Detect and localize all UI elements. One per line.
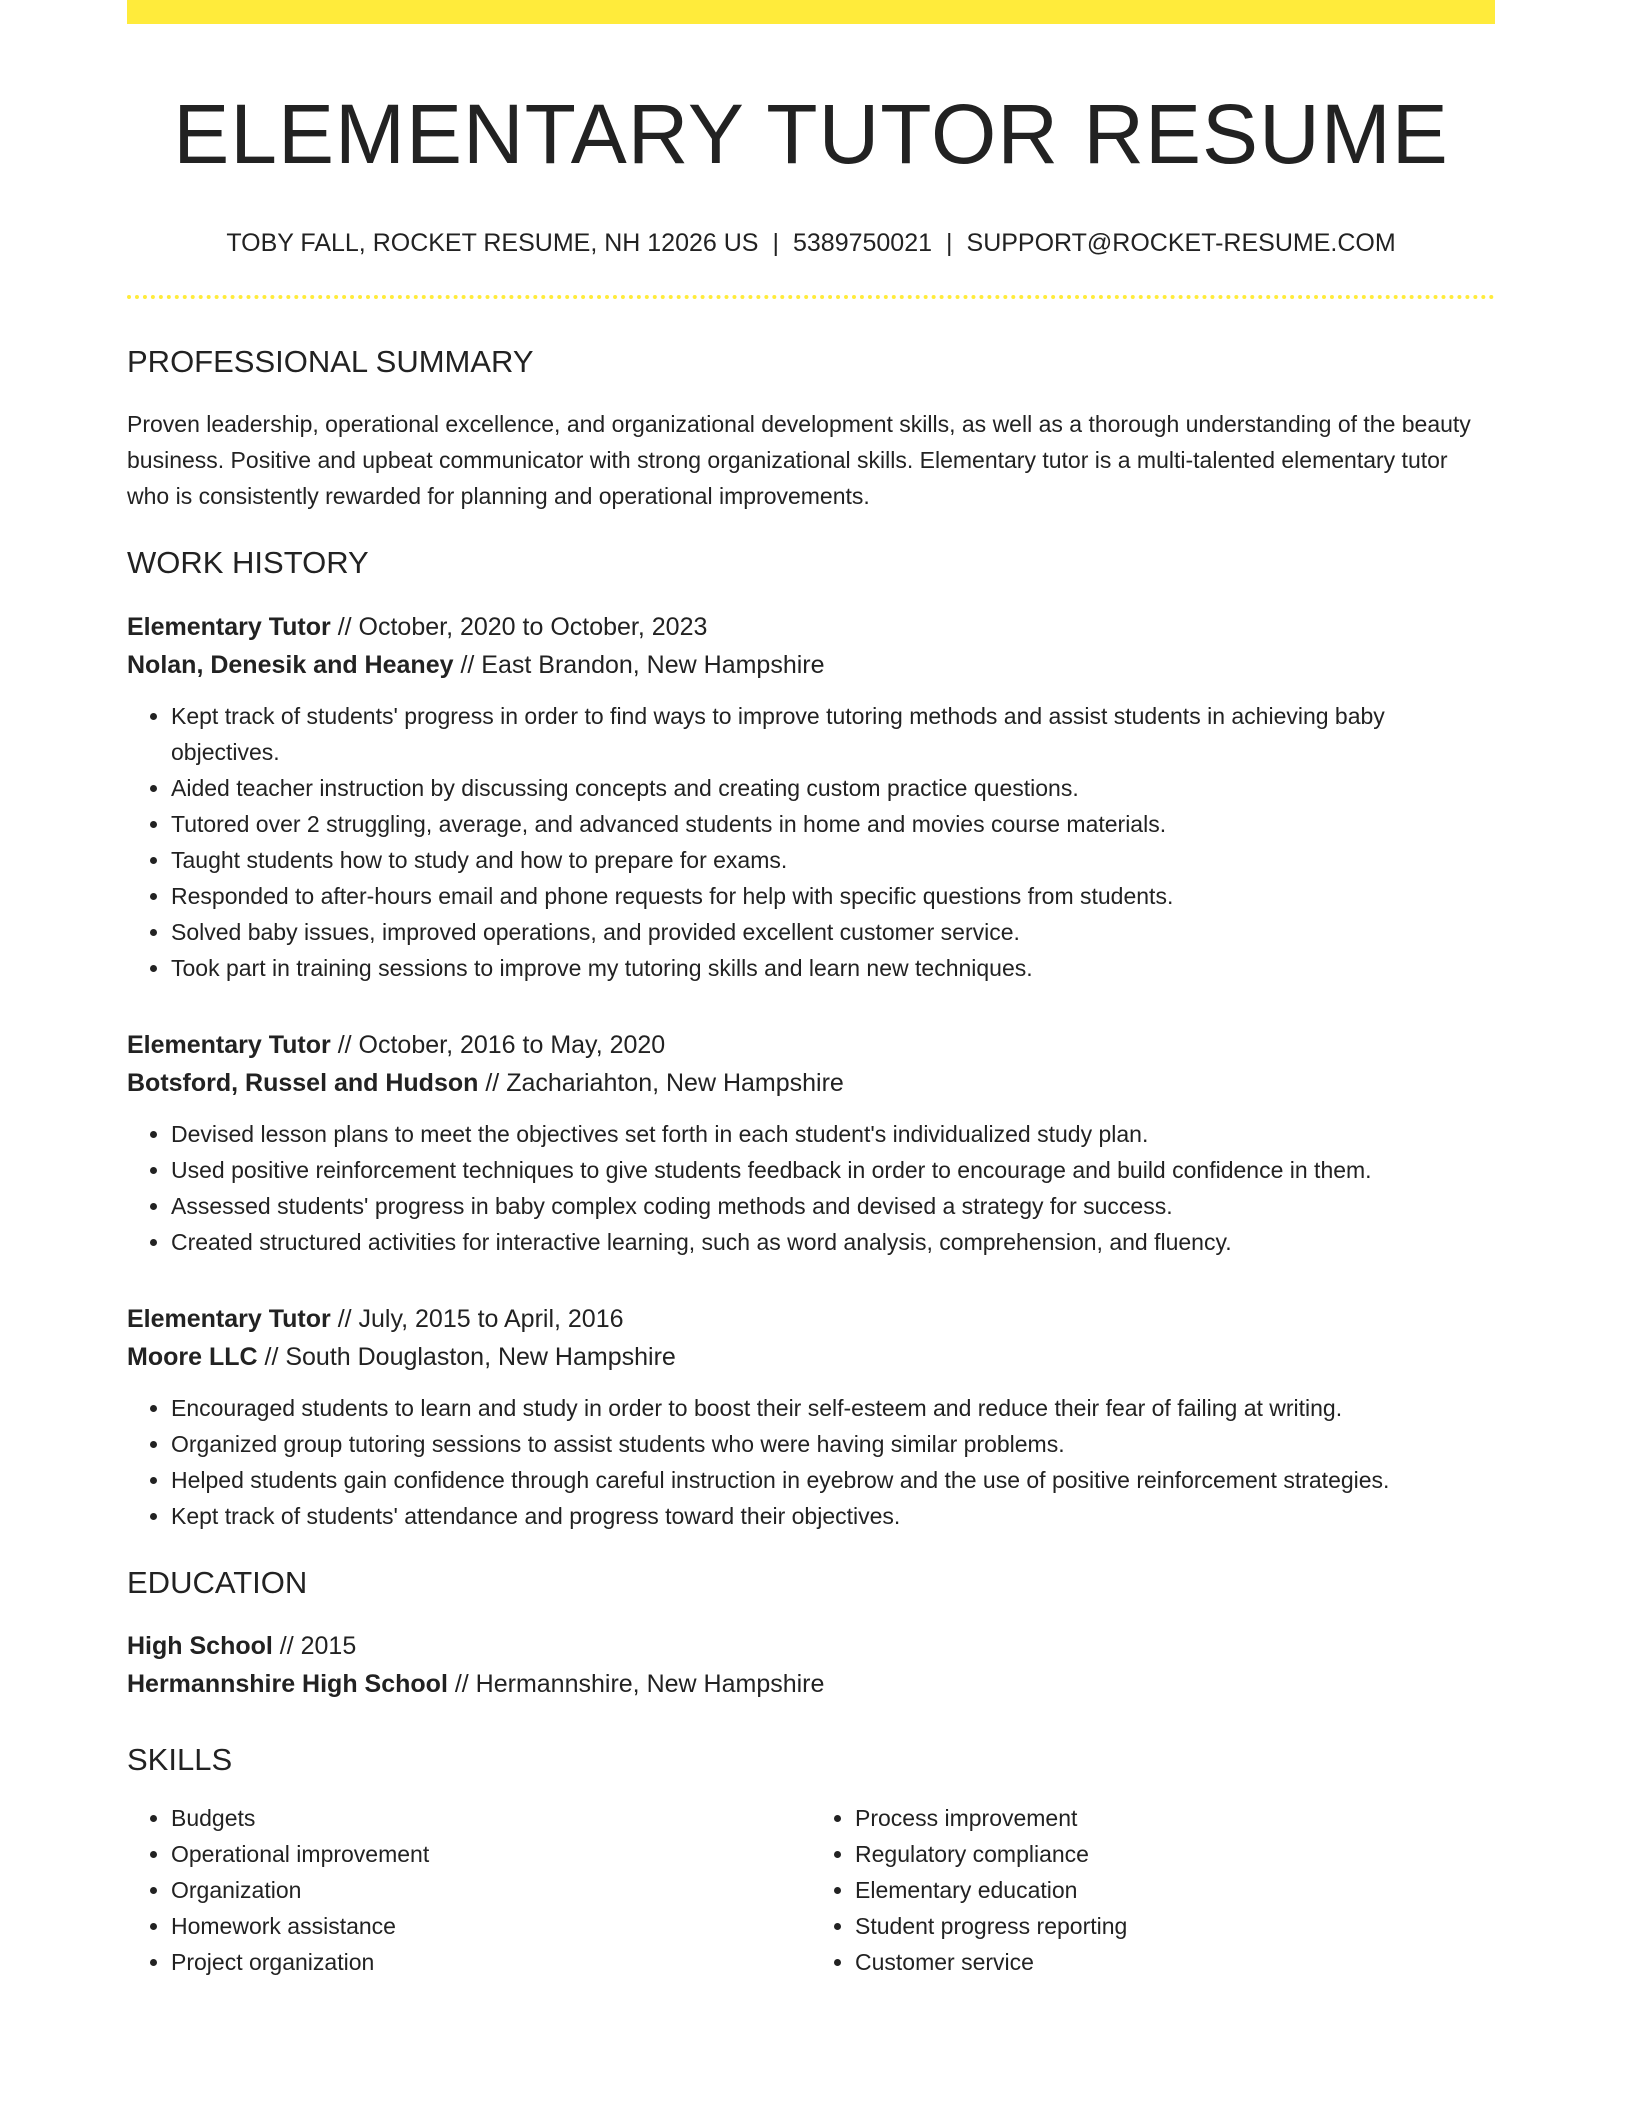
job-company-line [127,1338,1495,1376]
job-company-line [127,1064,1495,1102]
education-degree: High School [127,1631,273,1660]
dotted-divider [127,295,1495,299]
summary-text: Proven leadership, operational excellence, and organizational development skills, as well as a thorough understanding of the beauty business. Positive and upbeat communicator with strong organizational skills. Elementary tutor is a multi-talented elementary tutor who is consistently rewarded for planning and operational improvements. [127,411,1471,510]
skills-left-column [127,1800,811,1980]
education-year: // 2015 [272,1631,357,1660]
skill-item: • Operational improvement [171,1836,811,1872]
skill-item: • Elementary education [855,1872,1495,1908]
job-title-line [127,1026,1495,1064]
skills-columns [127,1800,1495,1980]
list-item: • Helped students gain confidence through careful instruction in eyebrow and the use of positive reinforcement strategies. [171,1462,1495,1498]
list-item: • Taught students how to study and how to prepare for exams. [171,842,1495,878]
list-item: • Created structured activities for interactive learning, such as word analysis, comprehension, and fluency. [171,1224,1495,1260]
job-location: // East Brandon, New Hampshire [453,650,825,679]
education-entry [127,1627,1495,1703]
summary-heading: PROFESSIONAL SUMMARY [127,344,534,380]
work-history-heading: WORK HISTORY [127,545,369,581]
accent-bar [127,0,1495,24]
job-entry [127,608,1495,986]
list-item: • Assessed students' progress in baby complex coding methods and devised a strategy for success. [171,1188,1495,1224]
job-title-line [127,1300,1495,1338]
list-item: • Responded to after-hours email and phone requests for help with specific questions from students. [171,878,1495,914]
education-school: Hermannshire High School [127,1669,448,1698]
list-item: • Solved baby issues, improved operations, and provided excellent customer service. [171,914,1495,950]
contact-line [127,227,1495,260]
skill-item: • Regulatory compliance [855,1836,1495,1872]
job-dates: // October, 2016 to May, 2020 [330,1030,666,1059]
education-heading: EDUCATION [127,1564,308,1600]
job-company-line [127,646,1495,684]
list-item: • Encouraged students to learn and study in order to boost their self-esteem and reduce their fear of failing at writing. [171,1390,1495,1426]
skill-item: • Organization [171,1872,811,1908]
skill-item: • Budgets [171,1800,811,1836]
contact-email: SUPPORT@ROCKET-RESUME.COM [966,228,1396,257]
skill-item: • Project organization [171,1944,811,1980]
contact-separator: | [772,228,779,257]
education-location: // Hermannshire, New Hampshire [447,1669,825,1698]
skill-item: • Process improvement [855,1800,1495,1836]
list-item: • Took part in training sessions to improve my tutoring skills and learn new techniques. [171,950,1495,986]
job-company: Moore LLC [127,1342,258,1371]
list-item: • Kept track of students' progress in order to find ways to improve tutoring methods and assist students in achieving baby objectives. [171,698,1495,770]
job-company: Nolan, Denesik and Heaney [127,650,454,679]
list-item: • Devised lesson plans to meet the objectives set forth in each student's individualized study plan. [171,1116,1495,1152]
job-title-line [127,608,1495,646]
job-bullets [127,1390,1495,1534]
resume-title: ELEMENTARY TUTOR RESUME [173,87,1449,181]
job-entry [127,1026,1495,1260]
job-bullets [127,1116,1495,1260]
list-item: • Tutored over 2 struggling, average, and advanced students in home and movies course materials. [171,806,1495,842]
resume-page [127,0,1495,1980]
job-location: // South Douglaston, New Hampshire [257,1342,676,1371]
job-location: // Zachariahton, New Hampshire [478,1068,844,1097]
contact-separator: | [946,228,953,257]
skill-item: • Student progress reporting [855,1908,1495,1944]
skill-item: • Customer service [855,1944,1495,1980]
list-item: • Aided teacher instruction by discussing concepts and creating custom practice questions. [171,770,1495,806]
job-bullets [127,698,1495,986]
job-company: Botsford, Russel and Hudson [127,1068,479,1097]
skills-right-column [811,1800,1495,1980]
job-title: Elementary Tutor [127,1304,331,1333]
skill-item: • Homework assistance [171,1908,811,1944]
contact-address: TOBY FALL, ROCKET RESUME, NH 12026 US [226,228,759,257]
job-dates: // July, 2015 to April, 2016 [330,1304,624,1333]
job-entry [127,1300,1495,1534]
skills-heading: SKILLS [127,1741,233,1777]
job-dates: // October, 2020 to October, 2023 [330,612,708,641]
job-title: Elementary Tutor [127,1030,331,1059]
list-item: • Organized group tutoring sessions to assist students who were having similar problems. [171,1426,1495,1462]
job-title: Elementary Tutor [127,612,331,641]
education-school-line [127,1665,1495,1703]
contact-phone: 5389750021 [792,228,933,257]
list-item: • Kept track of students' attendance and progress toward their objectives. [171,1498,1495,1534]
education-degree-line [127,1627,1495,1665]
list-item: • Used positive reinforcement techniques to give students feedback in order to encourage and build confidence in them. [171,1152,1495,1188]
